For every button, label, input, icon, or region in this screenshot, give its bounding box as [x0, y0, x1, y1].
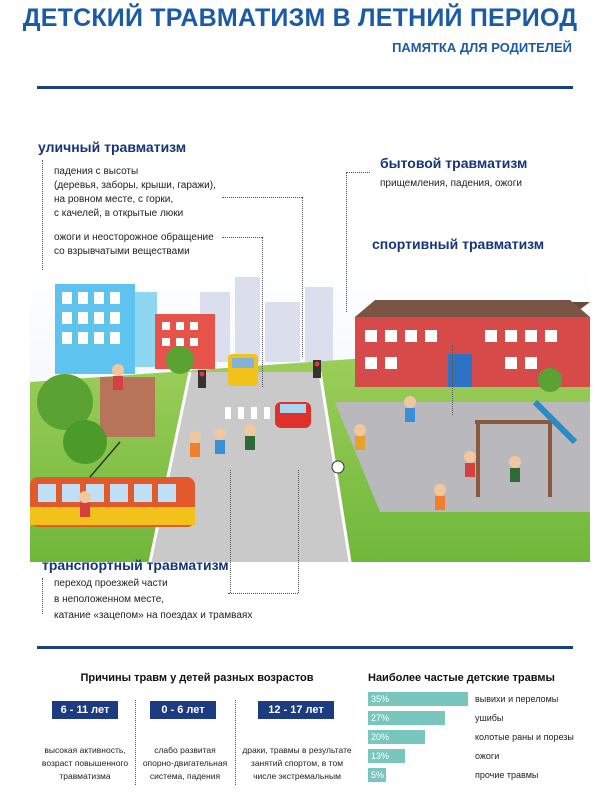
injury-row	[368, 692, 583, 708]
transport-line: в неположенном месте,	[54, 594, 165, 605]
transport-heading: транспортный травматизм	[42, 557, 229, 573]
sport-heading: спортивный травматизм	[372, 236, 545, 252]
street-burns-text	[54, 231, 214, 259]
injury-label: ушибы	[475, 713, 504, 723]
injury-bar: 35%	[368, 692, 468, 706]
connector	[298, 470, 299, 593]
cause-line: слабо развитая	[154, 745, 216, 755]
age-badge-12-17: 12 - 17 лет	[258, 701, 334, 719]
connector	[262, 237, 263, 387]
street-line: (деревья, заборы, крыши, гаражи),	[54, 180, 216, 191]
household-text: прищемления, падения, ожоги	[380, 178, 522, 189]
connector	[42, 160, 43, 270]
transport-text	[54, 576, 252, 624]
connector	[452, 345, 453, 415]
injury-label: прочие травмы	[475, 770, 539, 780]
bottom-divider	[37, 646, 573, 649]
connector	[222, 237, 262, 238]
street-line: на ровном месте, с горки,	[54, 194, 174, 205]
connector	[228, 593, 298, 594]
injury-label: ожоги	[475, 751, 500, 761]
street-line: с качелей, в открытые люки	[54, 208, 184, 219]
injuries-title: Наиболее частые детские травмы	[368, 672, 555, 684]
injury-row	[368, 711, 583, 727]
connector	[222, 197, 302, 198]
connector	[346, 172, 347, 312]
injury-row	[368, 749, 583, 765]
street-line: со взрывчатыми веществами	[54, 246, 190, 257]
causes-title: Причины травм у детей разных возрастов	[80, 672, 314, 684]
cause-line: травматизма	[59, 771, 111, 781]
cause-line: возраст повышенного	[41, 758, 129, 768]
connector	[230, 470, 231, 593]
household-heading: бытовой травматизм	[380, 155, 528, 171]
injury-label: вывихи и переломы	[475, 694, 559, 704]
injury-row	[368, 730, 583, 746]
injury-row	[368, 768, 583, 784]
page-subtitle: ПАМЯТКА ДЛЯ РОДИТЕЛЕЙ	[392, 40, 572, 55]
transport-line: катание «зацепом» на поездах и трамваях	[54, 610, 253, 621]
age-badge-0-6: 0 - 6 лет	[150, 701, 216, 719]
header-divider	[37, 86, 573, 89]
page-title: ДЕТСКИЙ ТРАВМАТИЗМ В ЛЕТНИЙ ПЕРИОД	[22, 4, 578, 32]
city-illustration	[30, 262, 590, 562]
injury-bar: 13%	[368, 749, 405, 763]
street-heading: уличный травматизм	[38, 139, 187, 155]
cause-desc-0-6	[136, 744, 234, 783]
injury-label: колотые раны и порезы	[475, 732, 574, 742]
cause-desc-12-17	[238, 744, 356, 783]
street-line: падения с высоты	[54, 166, 139, 177]
injuries-bar-list	[368, 692, 583, 792]
connector	[302, 197, 303, 357]
connector	[346, 172, 370, 173]
transport-line: переход проезжей части	[54, 578, 168, 589]
street-falls-text	[54, 165, 216, 221]
cause-desc-6-11	[36, 744, 134, 783]
injury-bar: 5%	[368, 768, 386, 782]
cause-line: опорно-двигательная	[142, 758, 228, 768]
cause-line: числе экстремальным	[253, 771, 341, 781]
connector	[42, 578, 43, 614]
injury-bar: 20%	[368, 730, 425, 744]
column-separator	[235, 700, 236, 785]
injury-bar: 27%	[368, 711, 445, 725]
cause-line: занятий спортом, в том	[250, 758, 344, 768]
street-line: ожоги и неосторожное обращение	[54, 232, 214, 243]
cause-line: драки, травмы в результате	[242, 745, 352, 755]
cause-line: высокая активность,	[44, 745, 126, 755]
age-badge-6-11: 6 - 11 лет	[52, 701, 118, 719]
cause-line: система, падения	[149, 771, 221, 781]
